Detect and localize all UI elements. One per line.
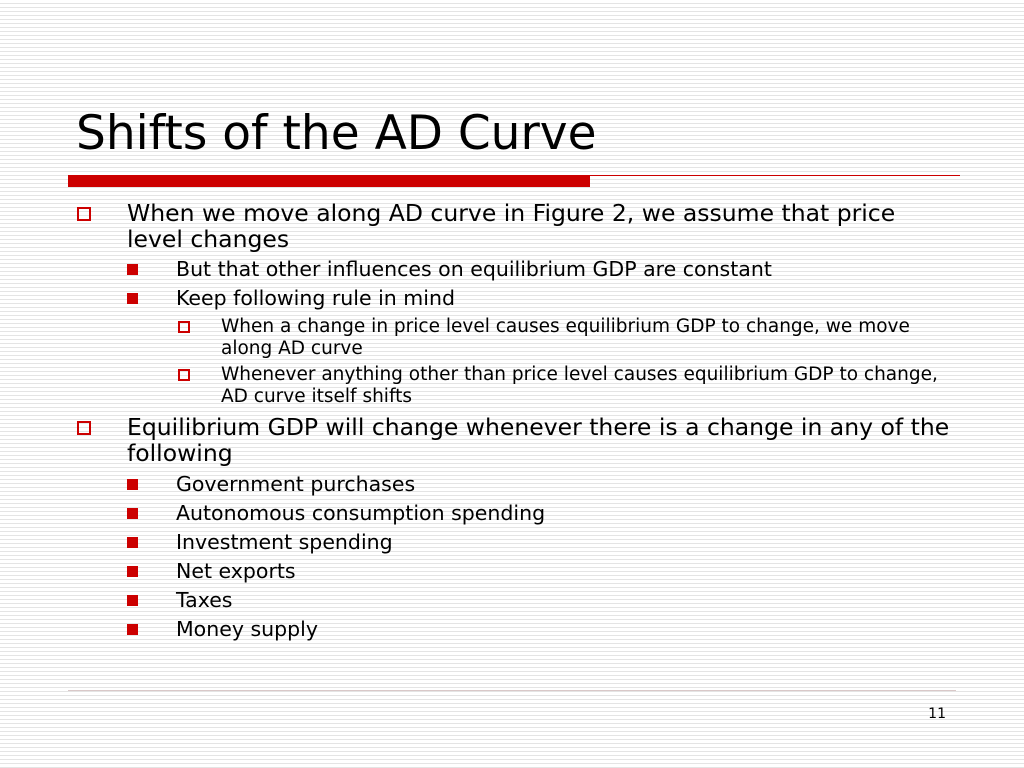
filled-square-bullet-icon: [127, 624, 138, 635]
filled-square-bullet-icon: [127, 479, 138, 490]
hollow-square-bullet-icon: [178, 321, 190, 333]
bullet-item-level2: [176, 528, 956, 557]
filled-square-bullet-icon: [127, 537, 138, 548]
filled-square-bullet-icon: [127, 566, 138, 577]
bullet-item-level3: [221, 364, 951, 408]
page-number: 11: [928, 706, 946, 722]
bullet-item-level1: [127, 200, 957, 252]
bullet-text: Taxes: [176, 588, 233, 612]
bullet-text: When we move along AD curve in Figure 2, we assume that price level changes: [127, 199, 896, 253]
bullet-text: Government purchases: [176, 472, 416, 496]
filled-square-bullet-icon: [127, 264, 138, 275]
bullet-text: But that other influences on equilibrium GDP are constant: [176, 257, 772, 281]
bullet-text: Money supply: [176, 617, 319, 641]
filled-square-bullet-icon: [127, 595, 138, 606]
bullet-item-level2: [176, 499, 956, 528]
hollow-square-bullet-icon: [77, 421, 91, 435]
bullet-text: When a change in price level causes equilibrium GDP to change, we move along AD curve: [221, 316, 910, 359]
hollow-square-bullet-icon: [77, 207, 91, 221]
footer-divider: [68, 690, 956, 691]
bullet-item-level2: [176, 470, 956, 499]
bullet-item-level2: [176, 586, 956, 615]
bullet-text: Autonomous consumption spending: [176, 501, 546, 525]
hollow-square-bullet-icon: [178, 369, 190, 381]
bullet-text: Equilibrium GDP will change whenever there is a change in any of the following: [127, 413, 950, 467]
title-underline-thick: [68, 175, 590, 187]
title-underline-thin: [590, 175, 960, 176]
bullet-item-level2: [176, 557, 956, 586]
bullet-text: Whenever anything other than price level causes equilibrium GDP to change, AD curve itself shifts: [221, 364, 938, 407]
bullet-item-level3: [221, 316, 951, 360]
filled-square-bullet-icon: [127, 508, 138, 519]
slide-title: Shifts of the AD Curve: [76, 106, 597, 161]
bullet-item-level2: [176, 615, 956, 644]
bullet-item-level2: [176, 284, 956, 313]
bullet-item-level2: [176, 255, 956, 284]
filled-square-bullet-icon: [127, 293, 138, 304]
bullet-text: Keep following rule in mind: [176, 286, 455, 310]
bullet-text: Net exports: [176, 559, 296, 583]
bullet-text: Investment spending: [176, 530, 393, 554]
bullet-item-level1: [127, 414, 957, 466]
